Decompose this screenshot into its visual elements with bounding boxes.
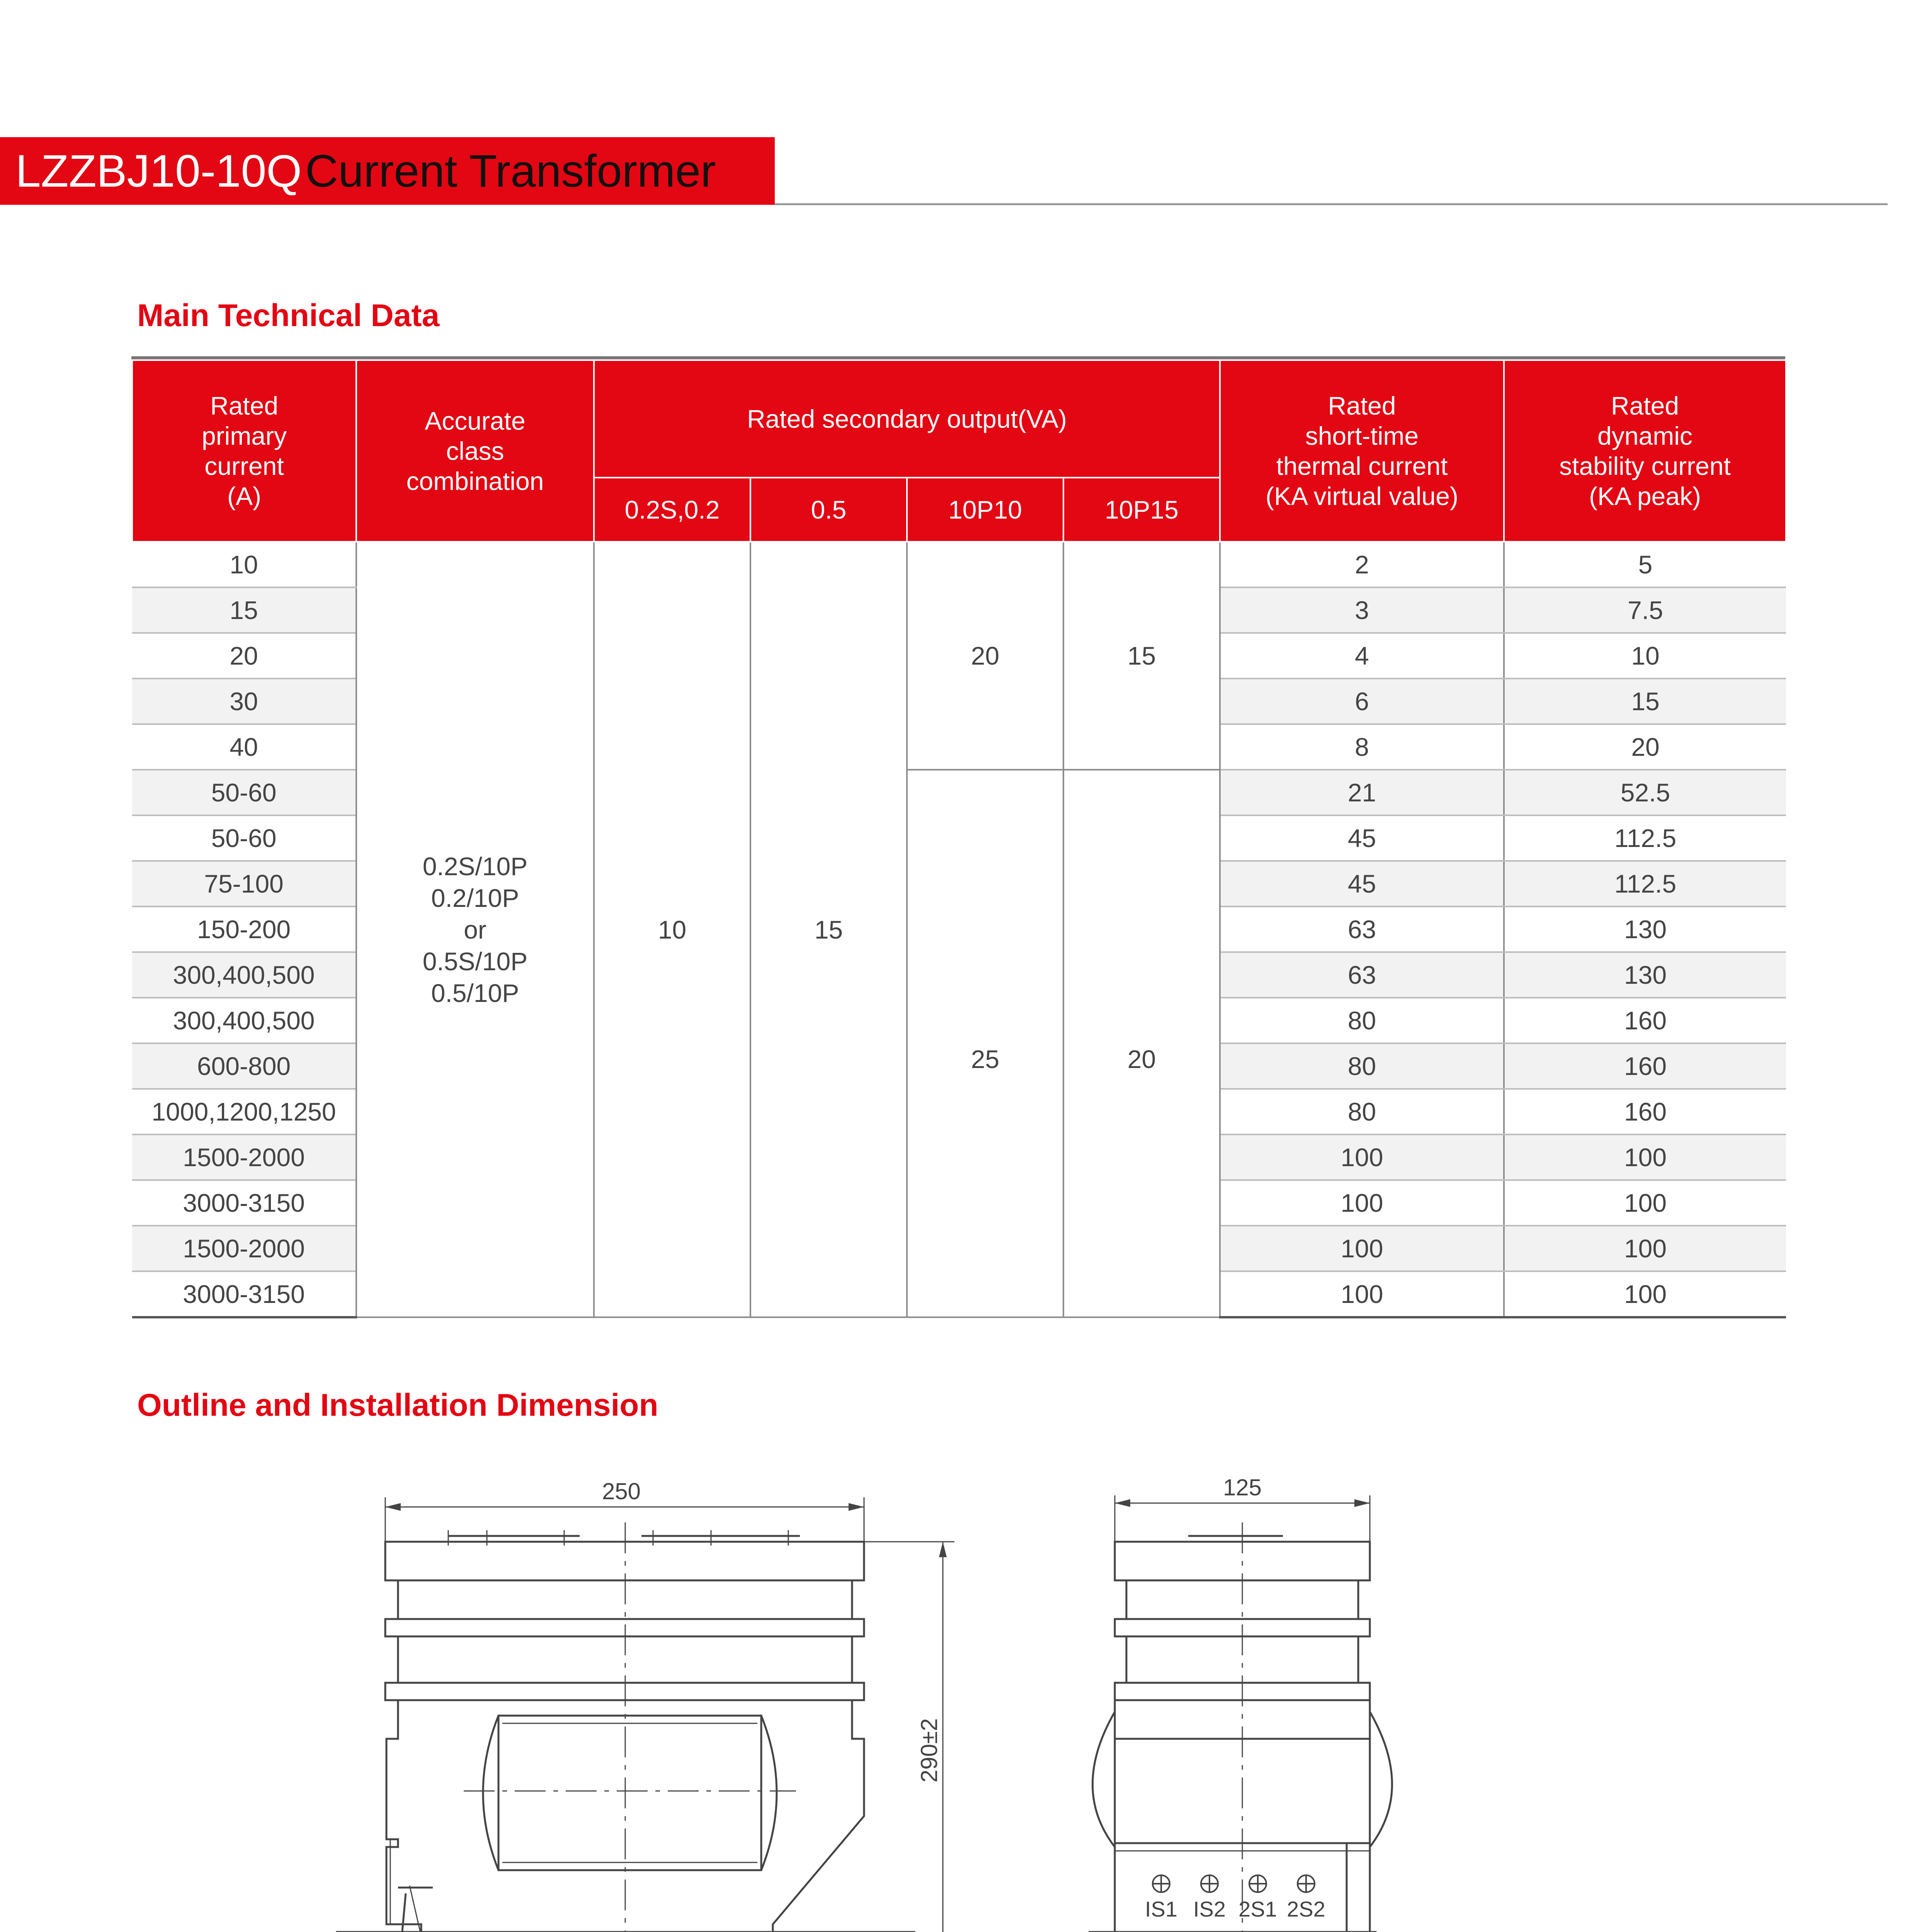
header-sub-10p10: 10P10 xyxy=(907,478,1063,542)
dynamic-current-cell: 130 xyxy=(1504,952,1786,998)
primary-current-cell: 150-200 xyxy=(132,906,356,952)
header-sub-05: 0.5 xyxy=(750,478,907,542)
terminal-label: IS2 xyxy=(1193,1897,1226,1921)
header-sub-10p15: 10P15 xyxy=(1063,478,1220,542)
primary-current-cell: 40 xyxy=(132,724,356,770)
thermal-current-cell: 63 xyxy=(1220,952,1504,998)
title-product: Current Transformer xyxy=(305,146,716,197)
dim-height: 290±2 xyxy=(916,1718,942,1783)
thermal-current-cell: 80 xyxy=(1220,998,1504,1043)
thermal-current-cell: 63 xyxy=(1220,906,1504,952)
primary-current-cell: 30 xyxy=(132,679,356,724)
primary-current-cell: 300,400,500 xyxy=(132,952,356,998)
dynamic-current-cell: 100 xyxy=(1504,1271,1786,1317)
output-10p15-low-cell: 15 xyxy=(1063,542,1220,770)
thermal-current-cell: 100 xyxy=(1220,1271,1504,1317)
front-view xyxy=(337,1478,954,1932)
dynamic-current-cell: 15 xyxy=(1504,679,1786,724)
dim-side-width: 125 xyxy=(1223,1475,1262,1500)
thermal-current-cell: 45 xyxy=(1220,815,1504,861)
thermal-current-cell: 80 xyxy=(1220,1089,1504,1134)
header-primary-current: Rated primary current (A) xyxy=(132,360,356,542)
thermal-current-cell: 100 xyxy=(1220,1134,1504,1180)
primary-current-cell: 50-60 xyxy=(132,770,356,815)
header-thermal-current: Rated short-time thermal current (KA virtual value) xyxy=(1220,360,1504,542)
section-heading-outline: Outline and Installation Dimension xyxy=(137,1388,658,1423)
thermal-current-cell: 45 xyxy=(1220,861,1504,906)
primary-current-cell: 75-100 xyxy=(132,861,356,906)
primary-current-cell: 1500-2000 xyxy=(132,1226,356,1271)
thermal-current-cell: 2 xyxy=(1220,542,1504,587)
header-accurate-class: Accurate class combination xyxy=(356,360,594,542)
primary-current-cell: 10 xyxy=(132,542,356,587)
dynamic-current-cell: 52.5 xyxy=(1504,770,1786,815)
primary-current-cell: 3000-3150 xyxy=(132,1271,356,1317)
dynamic-current-cell: 160 xyxy=(1504,998,1786,1043)
thermal-current-cell: 80 xyxy=(1220,1043,1504,1089)
terminal-label: IS1 xyxy=(1145,1897,1178,1921)
header-dynamic-current: Rated dynamic stability current (KA peak) xyxy=(1504,360,1786,542)
dynamic-current-cell: 112.5 xyxy=(1504,815,1786,861)
dynamic-current-cell: 160 xyxy=(1504,1089,1786,1134)
primary-current-cell: 50-60 xyxy=(132,815,356,861)
primary-current-cell: 1000,1200,1250 xyxy=(132,1089,356,1134)
primary-current-cell: 15 xyxy=(132,587,356,633)
dynamic-current-cell: 20 xyxy=(1504,724,1786,770)
output-10p10-low-cell: 20 xyxy=(907,542,1063,770)
section-heading-technical: Main Technical Data xyxy=(137,298,440,333)
accurate-class-cell: 0.2S/10P 0.2/10P or 0.5S/10P 0.5/10P xyxy=(356,542,594,1317)
dynamic-current-cell: 100 xyxy=(1504,1226,1786,1271)
terminal-label: 2S2 xyxy=(1287,1897,1325,1921)
primary-current-cell: 1500-2000 xyxy=(132,1134,356,1180)
primary-current-cell: 600-800 xyxy=(132,1043,356,1089)
dynamic-current-cell: 7.5 xyxy=(1504,587,1786,633)
dim-front-width: 250 xyxy=(602,1478,641,1504)
thermal-current-cell: 3 xyxy=(1220,587,1504,633)
dynamic-current-cell: 100 xyxy=(1504,1134,1786,1180)
thermal-current-cell: 100 xyxy=(1220,1226,1504,1271)
terminal-label: 2S1 xyxy=(1238,1897,1277,1921)
thermal-current-cell: 4 xyxy=(1220,633,1504,679)
side-view xyxy=(1090,1475,1392,1932)
dynamic-current-cell: 130 xyxy=(1504,906,1786,952)
dynamic-current-cell: 112.5 xyxy=(1504,861,1786,906)
thermal-current-cell: 6 xyxy=(1220,679,1504,724)
thermal-current-cell: 21 xyxy=(1220,770,1504,815)
primary-current-cell: 20 xyxy=(132,633,356,679)
thermal-current-cell: 8 xyxy=(1220,724,1504,770)
header-secondary-output: Rated secondary output(VA) xyxy=(594,360,1220,478)
output-10p10-high-cell: 25 xyxy=(907,770,1063,1317)
header-sub-02s: 0.2S,0.2 xyxy=(594,478,750,542)
dynamic-current-cell: 160 xyxy=(1504,1043,1786,1089)
dynamic-current-cell: 10 xyxy=(1504,633,1786,679)
primary-current-cell: 300,400,500 xyxy=(132,998,356,1043)
thermal-current-cell: 100 xyxy=(1220,1180,1504,1226)
output-02s-cell: 10 xyxy=(594,542,750,1317)
output-05-cell: 15 xyxy=(750,542,907,1317)
dynamic-current-cell: 5 xyxy=(1504,542,1786,587)
dynamic-current-cell: 100 xyxy=(1504,1180,1786,1226)
title-model: LZZBJ10-10Q xyxy=(15,146,302,197)
output-10p15-high-cell: 20 xyxy=(1063,770,1220,1317)
primary-current-cell: 3000-3150 xyxy=(132,1180,356,1226)
